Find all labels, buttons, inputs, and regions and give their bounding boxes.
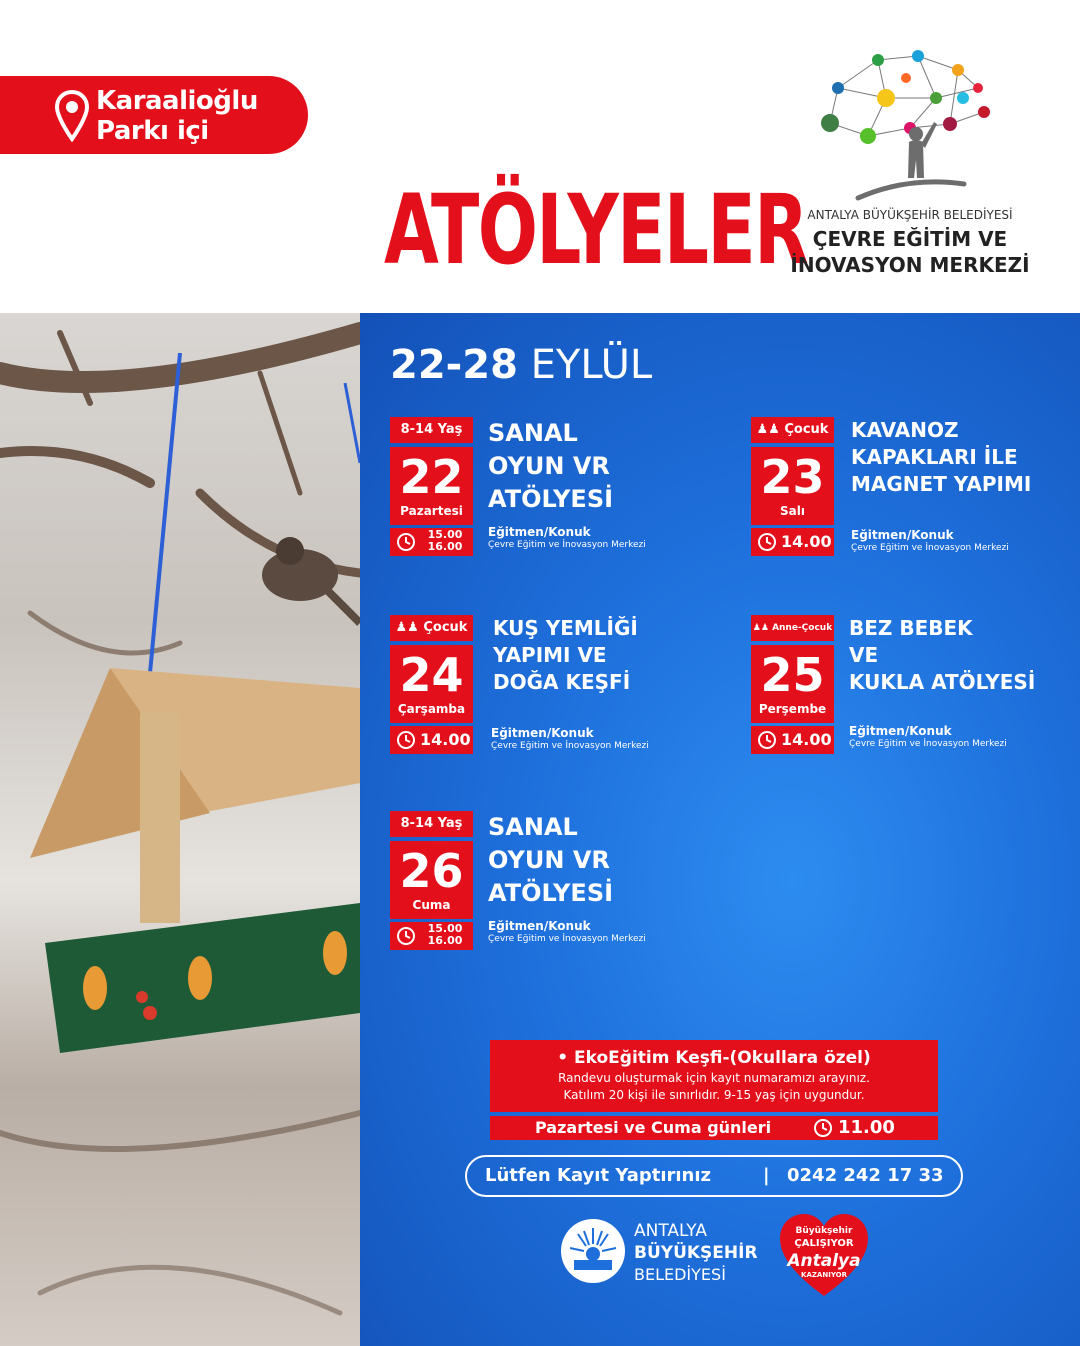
event-title-line: OYUN VR <box>488 846 610 874</box>
time-box <box>390 528 473 556</box>
event-card-26 <box>390 811 720 956</box>
day-number: 26 <box>399 844 464 898</box>
municipality-name-line1: ANTALYA <box>634 1221 707 1241</box>
event-title <box>851 417 1061 498</box>
event-title-line: DOĞA KEŞFİ <box>493 670 631 694</box>
guest-name: Çevre Eğitim ve İnovasyon Merkezi <box>491 741 649 751</box>
clock-icon <box>396 532 416 552</box>
event-title-line: BEZ BEBEK <box>849 616 973 640</box>
day-name: Pazartesi <box>400 504 463 518</box>
day-number: 25 <box>760 648 825 702</box>
time-start: 15.00 <box>427 922 463 935</box>
event-guest <box>851 528 1071 555</box>
eko-time: 11.00 <box>838 1117 895 1138</box>
location-badge <box>0 76 308 154</box>
event-title-line: VE <box>849 643 879 667</box>
event-title-line: ATÖLYESİ <box>488 879 614 907</box>
day-number: 24 <box>399 648 464 702</box>
municipality-name-line3: BELEDİYESİ <box>634 1265 726 1284</box>
day-number: 22 <box>399 450 464 504</box>
event-time <box>420 923 470 947</box>
phone-number[interactable]: 0242 242 17 33 <box>787 1165 944 1186</box>
date-box <box>751 447 834 525</box>
event-title-line: YAPIMI VE <box>493 643 607 667</box>
slogan-heart-logo <box>778 1212 870 1298</box>
time-box <box>751 726 834 754</box>
event-card-22 <box>390 417 720 562</box>
organizer-center <box>780 226 1040 278</box>
date-box <box>390 841 473 919</box>
municipality-name-line2: BÜYÜKŞEHİR <box>634 1243 758 1263</box>
registration-bar[interactable] <box>465 1155 963 1197</box>
event-title <box>488 417 688 516</box>
event-title-line: KUŞ YEMLİĞİ <box>493 616 638 640</box>
event-title-line: OYUN VR <box>488 452 610 480</box>
date-box <box>390 645 473 723</box>
guest-name: Çevre Eğitim ve İnovasyon Merkezi <box>851 543 1009 553</box>
clock-icon <box>813 1118 833 1138</box>
organizer-center-line2: İNOVASYON MERKEZİ <box>790 253 1030 277</box>
week-range <box>390 338 652 392</box>
registration-separator: | <box>763 1165 770 1186</box>
event-card-23 <box>751 417 1051 562</box>
event-title-line: MAGNET YAPIMI <box>851 472 1032 496</box>
guest-label: Eğitmen/Konuk <box>488 525 591 539</box>
guest-label: Eğitmen/Konuk <box>491 726 594 740</box>
event-title-line: KUKLA ATÖLYESİ <box>849 670 1036 694</box>
eko-days: Pazartesi ve Cuma günleri <box>535 1118 772 1137</box>
event-title <box>493 615 703 696</box>
event-title <box>849 615 1059 696</box>
event-time: 14.00 <box>781 532 832 551</box>
week-month: EYLÜL <box>530 342 653 388</box>
guest-label: Eğitmen/Konuk <box>488 919 591 933</box>
event-guest <box>488 919 708 946</box>
clock-icon <box>757 532 777 552</box>
sun-emblem-icon <box>560 1218 626 1284</box>
event-title-line: KAVANOZ <box>851 418 959 442</box>
location-line1: Karaalioğlu <box>96 86 258 116</box>
event-title-line: KAPAKLARI İLE <box>851 445 1018 469</box>
date-box <box>751 645 834 723</box>
event-card-25 <box>751 615 1051 760</box>
eko-education-box <box>490 1040 938 1112</box>
day-name: Cuma <box>412 898 451 912</box>
slogan-line1: Büyükşehir <box>795 1226 853 1236</box>
map-pin-icon <box>55 90 89 142</box>
eko-line1: Randevu oluşturmak için kayıt numaramızı arayınız. <box>558 1071 870 1085</box>
time-box <box>390 922 473 950</box>
guest-label: Eğitmen/Konuk <box>851 528 954 542</box>
event-title <box>488 811 688 910</box>
time-end: 16.00 <box>427 934 463 947</box>
guest-label: Eğitmen/Konuk <box>849 724 952 738</box>
organizer-name: ANTALYA BÜYÜKŞEHİR BELEDİYESİ <box>807 208 1013 222</box>
audience-text: Çocuk <box>784 422 829 437</box>
eko-title: • EkoEğitim Keşfi-(Okullara özel) <box>557 1048 871 1068</box>
organizer-center-line1: ÇEVRE EĞİTİM VE <box>812 227 1008 251</box>
time-box <box>751 528 834 556</box>
eko-schedule-bar <box>490 1116 938 1140</box>
event-title-line: ATÖLYESİ <box>488 485 614 513</box>
bird-feeder-illustration <box>0 313 360 1346</box>
eko-line2: Katılım 20 kişi ile sınırlıdır. 9-15 yaş için uygundur. <box>563 1088 865 1102</box>
event-time: 14.00 <box>781 730 832 749</box>
clock-icon <box>396 730 416 750</box>
page-title: ATÖLYELER <box>384 174 808 286</box>
audience-text: Anne-Çocuk <box>772 623 833 633</box>
location-line2: Parkı içi <box>96 116 209 146</box>
audience-tag: ♟♟ Çocuk <box>751 417 834 443</box>
day-number: 23 <box>760 450 825 504</box>
guest-name: Çevre Eğitim ve İnovasyon Merkezi <box>488 540 646 550</box>
event-guest <box>488 525 708 552</box>
time-end: 16.00 <box>427 540 463 553</box>
audience-tag: ♟♟ Anne-Çocuk <box>751 615 834 641</box>
day-name: Perşembe <box>758 702 827 716</box>
event-time <box>420 529 470 553</box>
event-time: 14.00 <box>420 730 471 749</box>
time-start: 15.00 <box>427 528 463 541</box>
event-card-24 <box>390 615 720 760</box>
clock-icon <box>396 926 416 946</box>
audience-text: Çocuk <box>423 620 468 635</box>
date-box <box>390 447 473 525</box>
event-title-line: SANAL <box>488 419 578 447</box>
environment-center-logo <box>818 48 998 208</box>
slogan-line4: KAZANIYOR <box>801 1271 847 1279</box>
guest-name: Çevre Eğitim ve İnovasyon Merkezi <box>488 934 646 944</box>
guest-name: Çevre Eğitim ve İnovasyon Merkezi <box>849 739 1007 749</box>
audience-tag: 8-14 Yaş <box>390 417 473 443</box>
event-guest <box>491 726 711 753</box>
day-name: Çarşamba <box>397 702 466 716</box>
time-box <box>390 726 473 754</box>
slogan-line2: ÇALIŞIYOR <box>794 1238 854 1249</box>
bird-feeder-photo <box>0 313 360 1346</box>
clock-icon <box>757 730 777 750</box>
event-guest <box>849 724 1069 751</box>
slogan-line3: Antalya <box>787 1251 861 1271</box>
antalya-municipality-logo <box>560 1218 760 1288</box>
registration-text: Lütfen Kayıt Yaptırınız <box>485 1165 712 1186</box>
event-title-line: SANAL <box>488 813 578 841</box>
day-name: Salı <box>780 504 805 518</box>
week-dates: 22-28 <box>390 342 518 388</box>
audience-tag: ♟♟ Çocuk <box>390 615 473 641</box>
audience-tag: 8-14 Yaş <box>390 811 473 837</box>
